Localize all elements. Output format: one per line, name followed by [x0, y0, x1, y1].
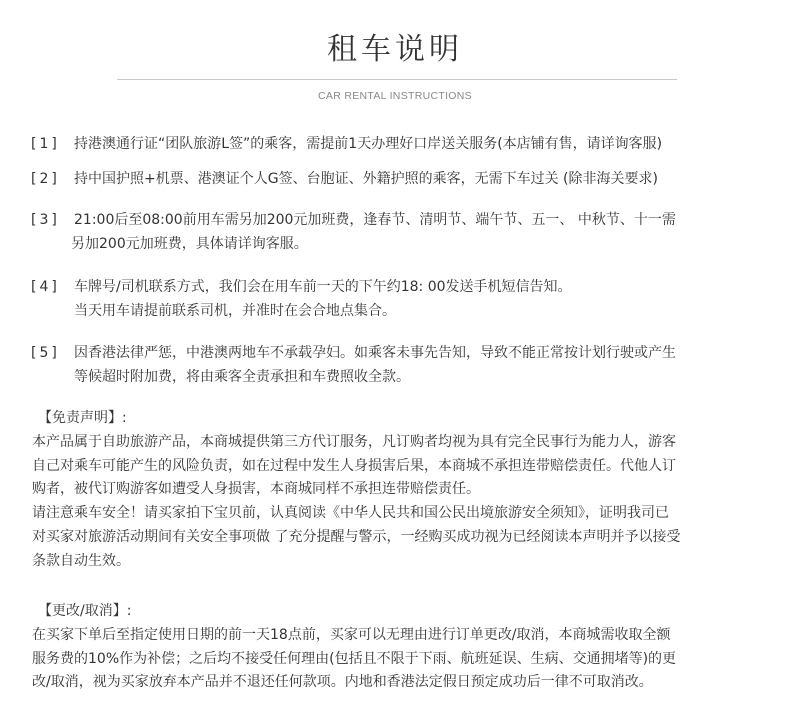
disclaimer-line: 条款自动生效。: [32, 552, 130, 569]
list-item: [31, 341, 771, 389]
list-item: [31, 132, 771, 156]
item-text: 因香港法律严惩，中港澳两地车不承载孕妇。如乘客未事先告知，导致不能正常按计划行驶或产生: [74, 345, 676, 361]
item-number: [1]: [31, 136, 60, 152]
item-number: [2]: [31, 171, 60, 187]
item-text: 持中国护照+机票、港澳证个人G签、台胞证、外籍护照的乘客，无需下车过关 (除非海关要求): [74, 171, 658, 187]
item-text-continued: 当天用车请提前联系司机，并准时在会合地点集合。: [74, 303, 396, 319]
cancellation-line: 在买家下单后至指定使用日期的前一天18点前，买家可以无理由进行订单更改/取消，本商城需收取全额: [32, 626, 671, 643]
page-subtitle: CAR RENTAL INSTRUCTIONS: [318, 90, 472, 102]
disclaimer-line: 本产品属于自助旅游产品，本商城提供第三方代订服务，凡订购者均视为具有完全民事行为能力人，游客: [32, 433, 676, 450]
item-number: [4]: [31, 279, 60, 295]
cancellation-line: 服务费的10%作为补偿；之后均不接受任何理由(包括且不限于下雨、航班延误、生病、交通拥堵等)的更: [32, 650, 677, 667]
list-item: [31, 167, 771, 191]
item-text-continued: 等候超时附加费，将由乘客全责承担和车费照收全款。: [74, 369, 410, 385]
item-text: 持港澳通行证“团队旅游L签”的乘客，需提前1天办理好口岸送关服务(本店铺有售，请详询客服): [74, 136, 663, 152]
cancellation-line: 改/取消，视为买家放弃本产品并不退还任何款项。内地和香港法定假日预定成功后一律不可取消改。: [32, 674, 653, 691]
item-number: [5]: [31, 345, 60, 361]
item-text: 车牌号/司机联系方式，我们会在用车前一天的下午约18: 00发送手机短信告知。: [74, 279, 572, 295]
title-divider: [117, 79, 677, 80]
item-text-continued: 另加200元加班费，具体请详询客服。: [71, 236, 308, 252]
item-text: 21:00后至08:00前用车需另加200元加班费，逢春节、清明节、端午节、五一、 中秋节、十一需: [74, 212, 676, 228]
cancellation-heading: 【更改/取消】:: [38, 603, 132, 619]
list-item: [31, 208, 771, 256]
disclaimer-section: [32, 407, 772, 574]
disclaimer-line: 自己对乘车可能产生的风险负责，如在过程中发生人身损害后果，本商城不承担连带赔偿责任。代他人订: [32, 457, 676, 474]
cancellation-section: [32, 600, 772, 695]
disclaimer-line: 对买家对旅游活动期间有关安全事项做 了充分提醒与警示，一经购买成功视为已经阅读本声明并予以接受: [32, 528, 681, 545]
disclaimer-heading: 【免责声明】:: [38, 410, 127, 426]
page-title: 租车说明: [327, 32, 463, 67]
disclaimer-line: 请注意乘车安全！请买家拍下宝贝前，认真阅读《中华人民共和国公民出境旅游安全须知》，证明我司已: [32, 505, 669, 522]
item-number: [3]: [31, 212, 60, 228]
disclaimer-line: 购者，被代订购游客如遭受人身损害，本商城同样不承担连带赔偿责任。: [32, 481, 480, 498]
list-item: [31, 275, 771, 323]
